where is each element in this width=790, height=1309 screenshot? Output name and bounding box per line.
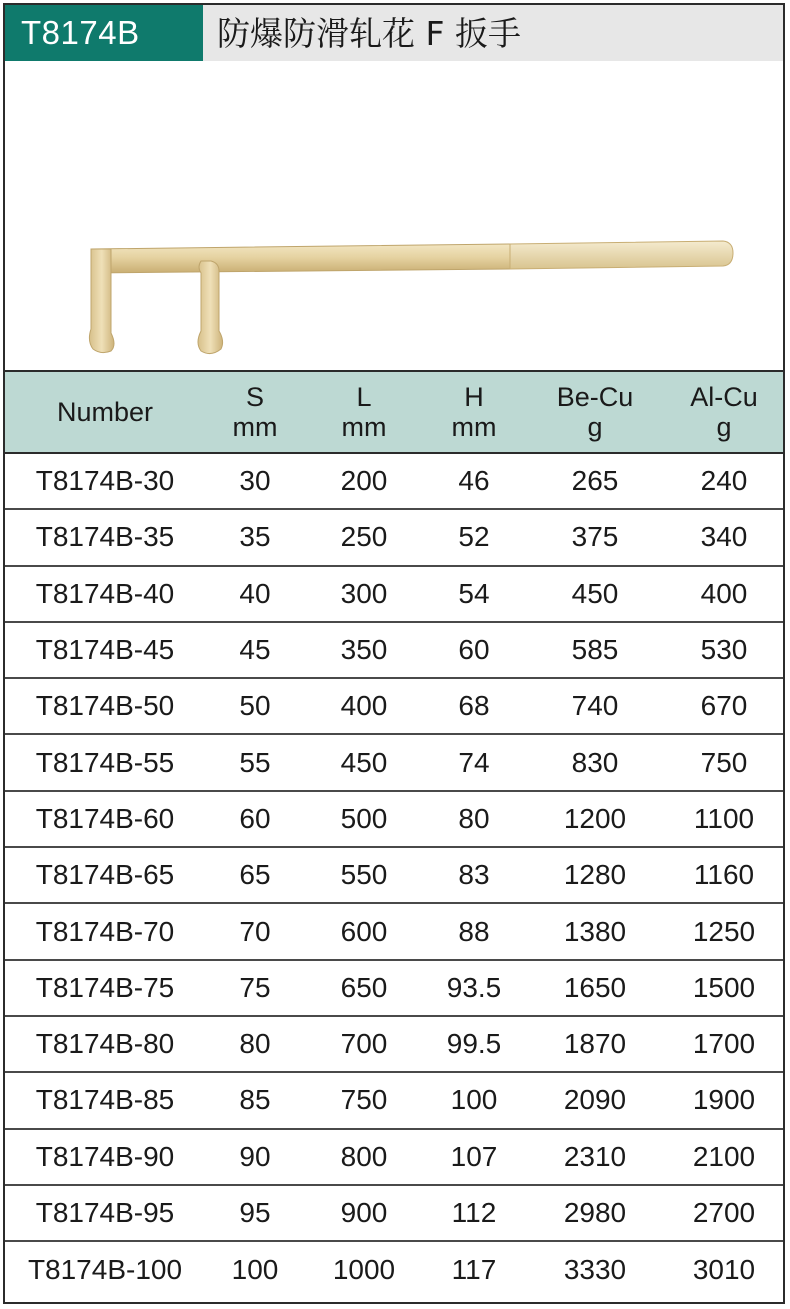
table-cell: 83 <box>423 847 525 903</box>
table-row <box>5 1016 783 1072</box>
table-cell: 265 <box>525 453 665 509</box>
table-cell: T8174B-35 <box>5 509 205 565</box>
table-cell: 350 <box>305 622 423 678</box>
table-cell: 68 <box>423 678 525 734</box>
table-cell: 1280 <box>525 847 665 903</box>
column-unit: g <box>716 412 732 442</box>
column-name: H <box>464 382 484 412</box>
spec-table <box>5 370 783 1297</box>
column-name: L <box>356 382 372 412</box>
table-cell: 2310 <box>525 1129 665 1185</box>
table-cell: 100 <box>231 1253 279 1285</box>
table-cell: 740 <box>525 678 665 734</box>
table-cell: 90 <box>205 1129 305 1185</box>
table-cell: 60 <box>205 791 305 847</box>
table-row <box>5 960 783 1016</box>
table-row <box>5 622 783 678</box>
table-cell: 300 <box>305 566 423 622</box>
table-cell: 107 <box>423 1129 525 1185</box>
table-cell: 60 <box>423 622 525 678</box>
column-unit: mm <box>341 412 387 442</box>
table-cell: 80 <box>423 791 525 847</box>
table-cell: 95 <box>205 1185 305 1241</box>
table-cell: 1250 <box>665 903 783 959</box>
f-wrench-icon <box>5 61 783 370</box>
table-cell: 2700 <box>665 1185 783 1241</box>
table-cell: 3010 <box>692 1253 756 1285</box>
table-cell: 88 <box>423 903 525 959</box>
product-code: T8174B <box>5 5 203 61</box>
table-cell: 3330 <box>563 1253 627 1285</box>
table-cell: 35 <box>205 509 305 565</box>
table-row <box>5 509 783 565</box>
table-cell: T8174B-60 <box>5 791 205 847</box>
table-cell: T8174B-70 <box>5 903 205 959</box>
column-header-s <box>205 371 305 453</box>
column-header-h <box>423 371 525 453</box>
table-row <box>5 1129 783 1185</box>
table-cell: 85 <box>205 1072 305 1128</box>
table-cell: 112 <box>423 1185 525 1241</box>
table-cell: 240 <box>665 453 783 509</box>
table-row <box>5 453 783 509</box>
table-cell: 1000 <box>332 1253 396 1285</box>
table-cell: T8174B-55 <box>5 734 205 790</box>
table-cell: 450 <box>525 566 665 622</box>
table-cell: 70 <box>205 903 305 959</box>
header-bar <box>5 5 783 61</box>
table-cell: 2090 <box>525 1072 665 1128</box>
column-unit: mm <box>232 412 278 442</box>
column-header-be-cu <box>525 371 665 453</box>
column-header-number <box>5 371 205 453</box>
table-row <box>5 678 783 734</box>
table-cell: T8174B-80 <box>5 1016 205 1072</box>
product-image-area <box>5 61 783 370</box>
column-header-al-cu <box>665 371 783 453</box>
table-cell: 600 <box>305 903 423 959</box>
table-header-row <box>5 371 783 453</box>
table-cell: 100 <box>423 1072 525 1128</box>
table-cell: T8174B-90 <box>5 1129 205 1185</box>
table-cell: 1200 <box>525 791 665 847</box>
table-cell: 45 <box>205 622 305 678</box>
table-cell: 46 <box>423 453 525 509</box>
table-cell: 800 <box>305 1129 423 1185</box>
column-name: S <box>245 382 264 412</box>
table-row <box>5 903 783 959</box>
table-cell: 670 <box>665 678 783 734</box>
table-cell: 400 <box>665 566 783 622</box>
table-cell: 2100 <box>665 1129 783 1185</box>
table-cell: 54 <box>423 566 525 622</box>
table-cell: 65 <box>205 847 305 903</box>
table-cell: 530 <box>665 622 783 678</box>
table-cell: T8174B-95 <box>5 1185 205 1241</box>
table-cell: T8174B-45 <box>5 622 205 678</box>
table-cell: 1380 <box>525 903 665 959</box>
table-cell: 650 <box>305 960 423 1016</box>
table-cell: 1700 <box>665 1016 783 1072</box>
table-cell: T8174B-40 <box>5 566 205 622</box>
table-cell: 30 <box>205 453 305 509</box>
product-sheet <box>3 3 785 1304</box>
table-cell: 750 <box>305 1072 423 1128</box>
table-body <box>5 453 783 1297</box>
column-name: Be-Cu <box>556 382 634 412</box>
table-row <box>5 847 783 903</box>
column-name: Number <box>56 397 154 427</box>
column-unit: mm <box>451 412 497 442</box>
table-cell: 250 <box>305 509 423 565</box>
table-cell: 52 <box>423 509 525 565</box>
table-cell: 400 <box>305 678 423 734</box>
table-cell: 340 <box>665 509 783 565</box>
table-row <box>5 566 783 622</box>
table-cell: 75 <box>205 960 305 1016</box>
table-cell: 74 <box>423 734 525 790</box>
table-cell: 1100 <box>665 791 783 847</box>
table-cell: 200 <box>305 453 423 509</box>
column-name: Al-Cu <box>690 382 758 412</box>
table-cell: 550 <box>305 847 423 903</box>
table-cell: 1650 <box>525 960 665 1016</box>
table-cell: T8174B-75 <box>5 960 205 1016</box>
table-cell: 500 <box>305 791 423 847</box>
column-unit: g <box>587 412 603 442</box>
table-row <box>5 1185 783 1241</box>
table-cell: 50 <box>205 678 305 734</box>
table-row <box>5 791 783 847</box>
table-cell: 55 <box>205 734 305 790</box>
product-title: 防爆防滑轧花 F 扳手 <box>217 14 521 53</box>
table-cell: 900 <box>305 1185 423 1241</box>
table-row <box>5 1241 783 1297</box>
table-cell: T8174B-50 <box>5 678 205 734</box>
table-cell: 1160 <box>665 847 783 903</box>
column-header-l <box>305 371 423 453</box>
table-cell: T8174B-65 <box>5 847 205 903</box>
table-cell: 375 <box>525 509 665 565</box>
table-cell: 750 <box>665 734 783 790</box>
table-cell: 700 <box>305 1016 423 1072</box>
table-cell: T8174B-100 <box>27 1253 183 1285</box>
table-cell: T8174B-30 <box>5 453 205 509</box>
table-cell: 1900 <box>665 1072 783 1128</box>
table-cell: 93.5 <box>423 960 525 1016</box>
table-row <box>5 1072 783 1128</box>
table-row <box>5 734 783 790</box>
table-cell: 1500 <box>665 960 783 1016</box>
table-cell: T8174B-85 <box>5 1072 205 1128</box>
table-cell: 80 <box>205 1016 305 1072</box>
table-cell: 117 <box>451 1253 497 1285</box>
table-cell: 450 <box>305 734 423 790</box>
table-cell: 585 <box>525 622 665 678</box>
table-cell: 99.5 <box>423 1016 525 1072</box>
table-cell: 2980 <box>525 1185 665 1241</box>
table-cell: 40 <box>205 566 305 622</box>
table-cell: 830 <box>525 734 665 790</box>
table-cell: 1870 <box>525 1016 665 1072</box>
